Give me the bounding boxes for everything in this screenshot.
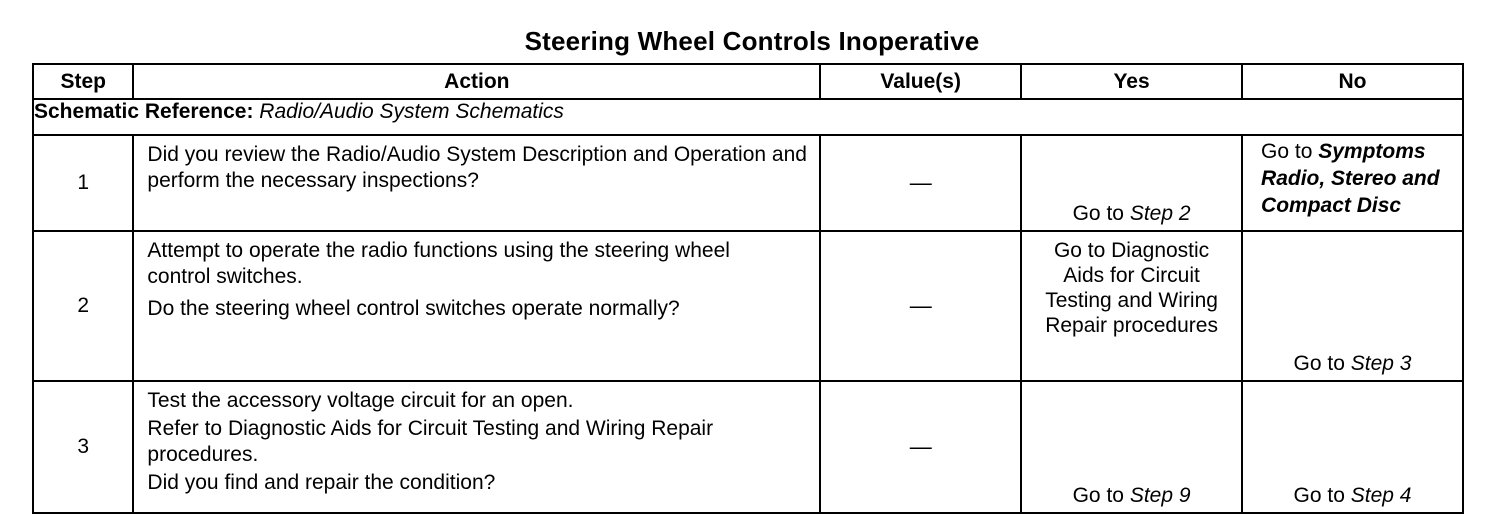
symptoms-link[interactable]: Symptoms xyxy=(1318,140,1426,163)
goto-prefix: Go to xyxy=(1072,484,1124,507)
schematic-reference-row xyxy=(33,99,1463,135)
step-link[interactable]: Step 4 xyxy=(1350,484,1412,507)
yes-goto-diagnostic-aids[interactable]: Go to Diagnostic Aids for Circuit Testing and Wiring Repair procedures xyxy=(1045,239,1218,337)
no-goto[interactable] xyxy=(1243,136,1462,221)
header-no: No xyxy=(1242,64,1463,99)
action-cell xyxy=(133,231,820,381)
header-action: Action xyxy=(133,64,820,99)
goto-prefix: Go to xyxy=(1072,202,1124,225)
no-cell xyxy=(1242,135,1463,231)
action-question: Do the steering wheel control switches operate normally? xyxy=(147,297,680,320)
no-goto[interactable] xyxy=(1243,351,1462,377)
step-number: 3 xyxy=(33,381,133,513)
step-link[interactable]: Step 9 xyxy=(1129,484,1191,507)
table-row xyxy=(33,381,1463,513)
header-yes: Yes xyxy=(1021,64,1242,99)
no-goto[interactable] xyxy=(1243,483,1462,509)
table-header-row xyxy=(33,64,1463,99)
schematic-reference xyxy=(33,99,1463,135)
step-link[interactable]: Step 2 xyxy=(1129,202,1191,225)
symptoms-link-line3[interactable]: Compact Disc xyxy=(1261,194,1402,217)
action-reference: Refer to Diagnostic Aids for Circuit Testing and Wiring Repair procedures. xyxy=(147,417,714,466)
no-cell xyxy=(1242,381,1463,513)
symptoms-link-line2[interactable]: Radio, Stereo and xyxy=(1261,167,1440,190)
table-row xyxy=(33,231,1463,381)
action-text: Attempt to operate the radio functions using the steering wheel control switches. xyxy=(147,239,730,288)
page-title: Steering Wheel Controls Inoperative xyxy=(524,26,980,56)
goto-prefix: Go to xyxy=(1293,484,1345,507)
value-cell: — xyxy=(820,231,1021,381)
schematic-reference-label: Schematic Reference: xyxy=(34,100,254,123)
step-link[interactable]: Step 3 xyxy=(1350,352,1412,375)
action-text: Test the accessory voltage circuit for an open. xyxy=(147,389,574,412)
table-row xyxy=(33,135,1463,231)
action-cell xyxy=(133,135,820,231)
action-text: Did you review the Radio/Audio System Description and Operation and perform the necessary inspections? xyxy=(147,143,807,192)
diagnostic-table xyxy=(32,63,1464,514)
step-number: 1 xyxy=(33,135,133,231)
yes-goto[interactable] xyxy=(1022,483,1241,509)
goto-prefix: Go to xyxy=(1293,352,1345,375)
header-value: Value(s) xyxy=(820,64,1021,99)
step-number: 2 xyxy=(33,231,133,381)
yes-cell xyxy=(1021,135,1242,231)
value-cell: — xyxy=(820,381,1021,513)
no-cell xyxy=(1242,231,1463,381)
schematic-reference-link[interactable]: Radio/Audio System Schematics xyxy=(259,100,564,123)
yes-cell xyxy=(1021,231,1242,381)
header-step: Step xyxy=(33,64,133,99)
action-cell xyxy=(133,381,820,513)
yes-cell xyxy=(1021,381,1242,513)
value-cell: — xyxy=(820,135,1021,231)
action-question: Did you find and repair the condition? xyxy=(147,471,496,494)
yes-goto[interactable] xyxy=(1022,201,1241,227)
goto-prefix: Go to xyxy=(1261,140,1313,163)
